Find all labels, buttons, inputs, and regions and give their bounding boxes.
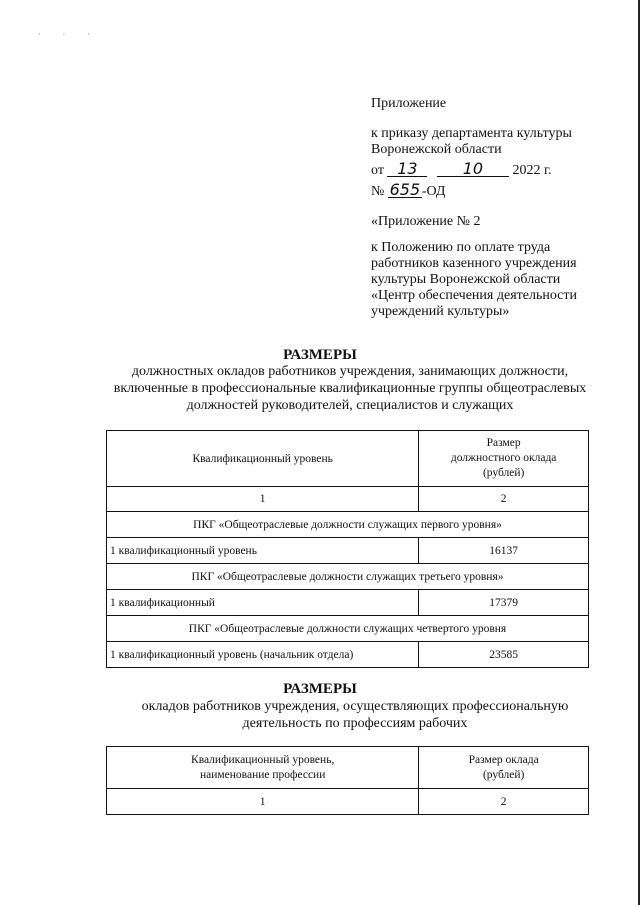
section1-subtitle-line: должностных окладов работников учреждения, занимающих должности, — [131, 364, 569, 379]
section2-subtitle-line: окладов работников учреждения, осуществляющих профессиональную — [141, 699, 569, 714]
scan-specks: · · · — [38, 30, 100, 39]
section1-subtitle-line: должностей руководителей, специалистов и служащих — [186, 398, 514, 413]
header-level — [107, 747, 419, 789]
section1-subtitle-line: включенные в профессиональные квалификационные группы общеотраслевых — [113, 381, 587, 396]
group-name: ПКГ «Общеотраслевые должности служащих четвертого уровня — [107, 616, 589, 642]
number-suffix: -ОД — [421, 184, 446, 199]
date-day: 13 — [387, 162, 427, 177]
group-row — [107, 616, 589, 642]
group-name: ПКГ «Общеотраслевые должности служащих первого уровня» — [107, 512, 589, 538]
table-numbering-row — [107, 487, 589, 512]
appendix2-line: к Положению по оплате труда — [371, 240, 551, 255]
table-header-row — [107, 747, 589, 789]
date-month: 10 — [437, 162, 509, 177]
section1-subtitle — [90, 363, 610, 414]
header-level-line: Квалификационный уровень, — [191, 753, 335, 766]
appendix2-line: «Центр обеспечения деятельности — [371, 288, 578, 303]
appendix2-line: работников казенного учреждения — [371, 256, 577, 271]
level-cell: 1 квалификационный — [107, 590, 419, 616]
section2-subtitle — [110, 698, 600, 732]
salary-cell: 23585 — [419, 642, 589, 668]
header-salary-line: Размер — [486, 437, 521, 449]
group-row — [107, 564, 589, 590]
col-number: 1 — [107, 487, 419, 512]
section1-title: РАЗМЕРЫ — [283, 347, 357, 363]
level-cell: 1 квалификационный уровень (начальник отдела) — [107, 642, 419, 668]
annex-order-line: к приказу департамента культуры — [371, 126, 572, 141]
level-cell: 1 квалификационный уровень — [107, 538, 419, 564]
date-year: 2022 г. — [512, 163, 552, 178]
number-prefix: № — [371, 184, 385, 199]
annex-region-line: Воронежской области — [371, 142, 502, 157]
group-row — [107, 512, 589, 538]
annex-title: Приложение — [371, 96, 447, 111]
col-number: 2 — [419, 789, 589, 815]
header-salary — [419, 431, 589, 487]
header-salary-line: должностного оклада — [450, 452, 557, 464]
header-salary-line: Размер оклада — [468, 753, 539, 766]
salary-table-2 — [106, 746, 589, 815]
section2-title: РАЗМЕРЫ — [283, 681, 357, 697]
annex-header — [371, 96, 621, 320]
header-level: Квалификационный уровень — [107, 431, 419, 487]
salary-cell: 17379 — [419, 590, 589, 616]
salary-table-1 — [106, 430, 589, 668]
appendix2-line: учреждений культуры» — [371, 304, 510, 319]
col-number: 2 — [419, 487, 589, 512]
header-salary-line: (рублей) — [482, 768, 525, 781]
header-salary-line: (рублей) — [482, 467, 525, 479]
appendix2-title: «Приложение № 2 — [371, 214, 481, 229]
date-prefix: от — [371, 163, 384, 178]
table-row — [107, 590, 589, 616]
appendix2-line: культуры Воронежской области — [371, 272, 561, 287]
table-row — [107, 538, 589, 564]
col-number: 1 — [107, 789, 419, 815]
section2-title-block — [0, 681, 640, 698]
annex-date-line — [371, 159, 621, 179]
section2-subtitle-line: деятельность по профессиям рабочих — [242, 716, 468, 731]
salary-cell: 16137 — [419, 538, 589, 564]
table-row — [107, 642, 589, 668]
section1-title-block — [0, 347, 640, 364]
annex-number-line — [371, 180, 621, 200]
table-numbering-row — [107, 789, 589, 815]
header-level-line: наименование профессии — [199, 768, 326, 781]
group-name: ПКГ «Общеотраслевые должности служащих третьего уровня» — [107, 564, 589, 590]
number-value: 655 — [389, 180, 421, 199]
header-salary — [419, 747, 589, 789]
table-header-row — [107, 431, 589, 487]
